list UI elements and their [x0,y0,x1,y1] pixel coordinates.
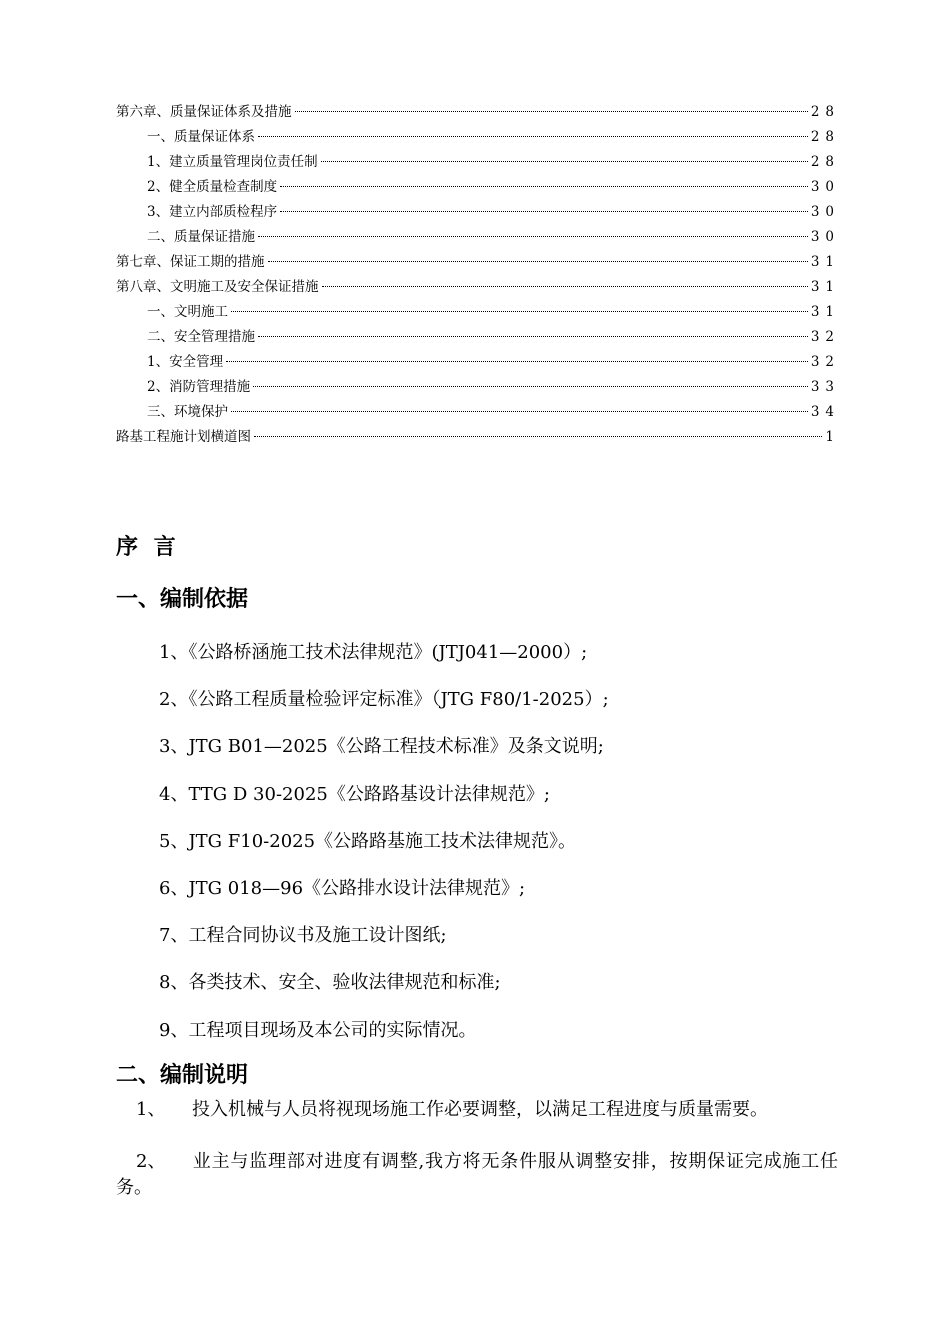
toc-leader-dots [321,161,808,162]
toc-leader-dots [231,311,808,312]
basis-list [159,638,609,1063]
toc-leader-dots [231,411,808,412]
toc-entry-page: 33 [810,379,840,395]
toc-leader-dots [253,386,808,387]
list-item: 2、《公路工程质量检验评定标准》（JTG F80/1-2025）; [159,689,609,711]
paragraph [116,1097,838,1123]
toc-leader-dots [280,211,808,212]
toc-entry-title: 3、建立内部质检程序 [147,204,278,220]
toc-leader-dots [268,261,808,262]
toc-entry-title: 二、质量保证措施 [147,229,255,245]
toc-entry-title: 二、安全管理措施 [147,329,255,345]
toc-entry[interactable] [116,300,840,325]
toc-entry-page: 31 [810,304,840,320]
toc-entry-page: 30 [810,229,840,245]
toc-entry[interactable] [116,325,840,350]
toc-entry[interactable] [116,350,840,375]
toc-leader-dots [226,361,808,362]
toc-entry-title: 一、文明施工 [147,304,228,320]
toc-entry-title: 1、建立质量管理岗位责任制 [147,154,318,170]
toc-leader-dots [258,336,808,337]
toc-entry[interactable] [116,150,840,175]
toc-entry[interactable] [116,200,840,225]
paragraph-text: 业主与监理部对进度有调整,我方将无条件服从调整安排，按期保证完成施工任务。 [116,1151,838,1198]
paragraph [116,1149,838,1201]
table-of-contents [116,100,840,450]
list-item: 7、工程合同协议书及施工设计图纸; [159,925,447,947]
paragraph-number: 2、 [136,1151,166,1172]
toc-entry-page: 1 [825,429,840,445]
list-item: 9、工程项目现场及本公司的实际情况。 [159,1019,477,1041]
toc-entry[interactable] [116,225,840,250]
toc-leader-dots [322,286,808,287]
toc-leader-dots [258,236,808,237]
toc-entry[interactable] [116,375,840,400]
toc-entry[interactable] [116,400,840,425]
toc-entry-title: 三、环境保护 [147,404,228,420]
list-item: 1、《公路桥涵施工技术法律规范》(JTJ041—2000）; [159,642,588,663]
toc-entry-page: 34 [810,404,840,420]
toc-entry[interactable] [116,275,840,300]
toc-entry[interactable] [116,100,840,125]
preface-title: 序 言 [116,535,180,560]
toc-entry-title: 第八章、文明施工及安全保证措施 [116,279,319,295]
list-item: 5、JTG F10-2025《公路路基施工技术法律规范》。 [159,830,577,852]
toc-leader-dots [280,186,808,187]
toc-entry[interactable] [116,425,840,450]
toc-entry-page: 30 [810,179,840,195]
toc-entry-title: 一、质量保证体系 [147,129,255,145]
section-heading-basis: 一、编制依据 [116,587,249,612]
toc-entry-title: 2、消防管理措施 [147,379,251,395]
toc-entry-title: 2、健全质量检查制度 [147,179,278,195]
toc-entry-title: 1、安全管理 [147,354,224,370]
toc-leader-dots [254,436,822,437]
toc-entry-page: 30 [810,204,840,220]
toc-entry-title: 第七章、保证工期的措施 [116,254,265,270]
paragraph-text: 投入机械与人员将视现场施工作必要调整，以满足工程进度与质量需要。 [192,1099,768,1120]
list-item: 3、JTG B01—2025《公路工程技术标准》及条文说明; [159,736,604,758]
toc-entry-page: 28 [810,154,840,170]
toc-entry-page: 32 [810,329,840,345]
list-item: 6、JTG 018—96《公路排水设计法律规范》; [159,877,526,899]
toc-entry-title: 第六章、质量保证体系及措施 [116,104,292,120]
toc-leader-dots [295,111,808,112]
toc-entry-title: 路基工程施计划横道图 [116,429,251,445]
toc-entry[interactable] [116,125,840,150]
toc-entry-page: 28 [810,104,840,120]
toc-entry-page: 31 [810,254,840,270]
section-heading-notes: 二、编制说明 [116,1063,249,1088]
toc-entry[interactable] [116,175,840,200]
toc-entry-page: 32 [810,354,840,370]
list-item: 4、TTG D 30-2025《公路路基设计法律规范》; [159,783,550,805]
toc-entry[interactable] [116,250,840,275]
toc-leader-dots [258,136,808,137]
toc-entry-page: 31 [810,279,840,295]
toc-entry-page: 28 [810,129,840,145]
paragraph-number: 1、 [136,1099,166,1120]
list-item: 8、各类技术、安全、验收法律规范和标准; [159,972,501,994]
